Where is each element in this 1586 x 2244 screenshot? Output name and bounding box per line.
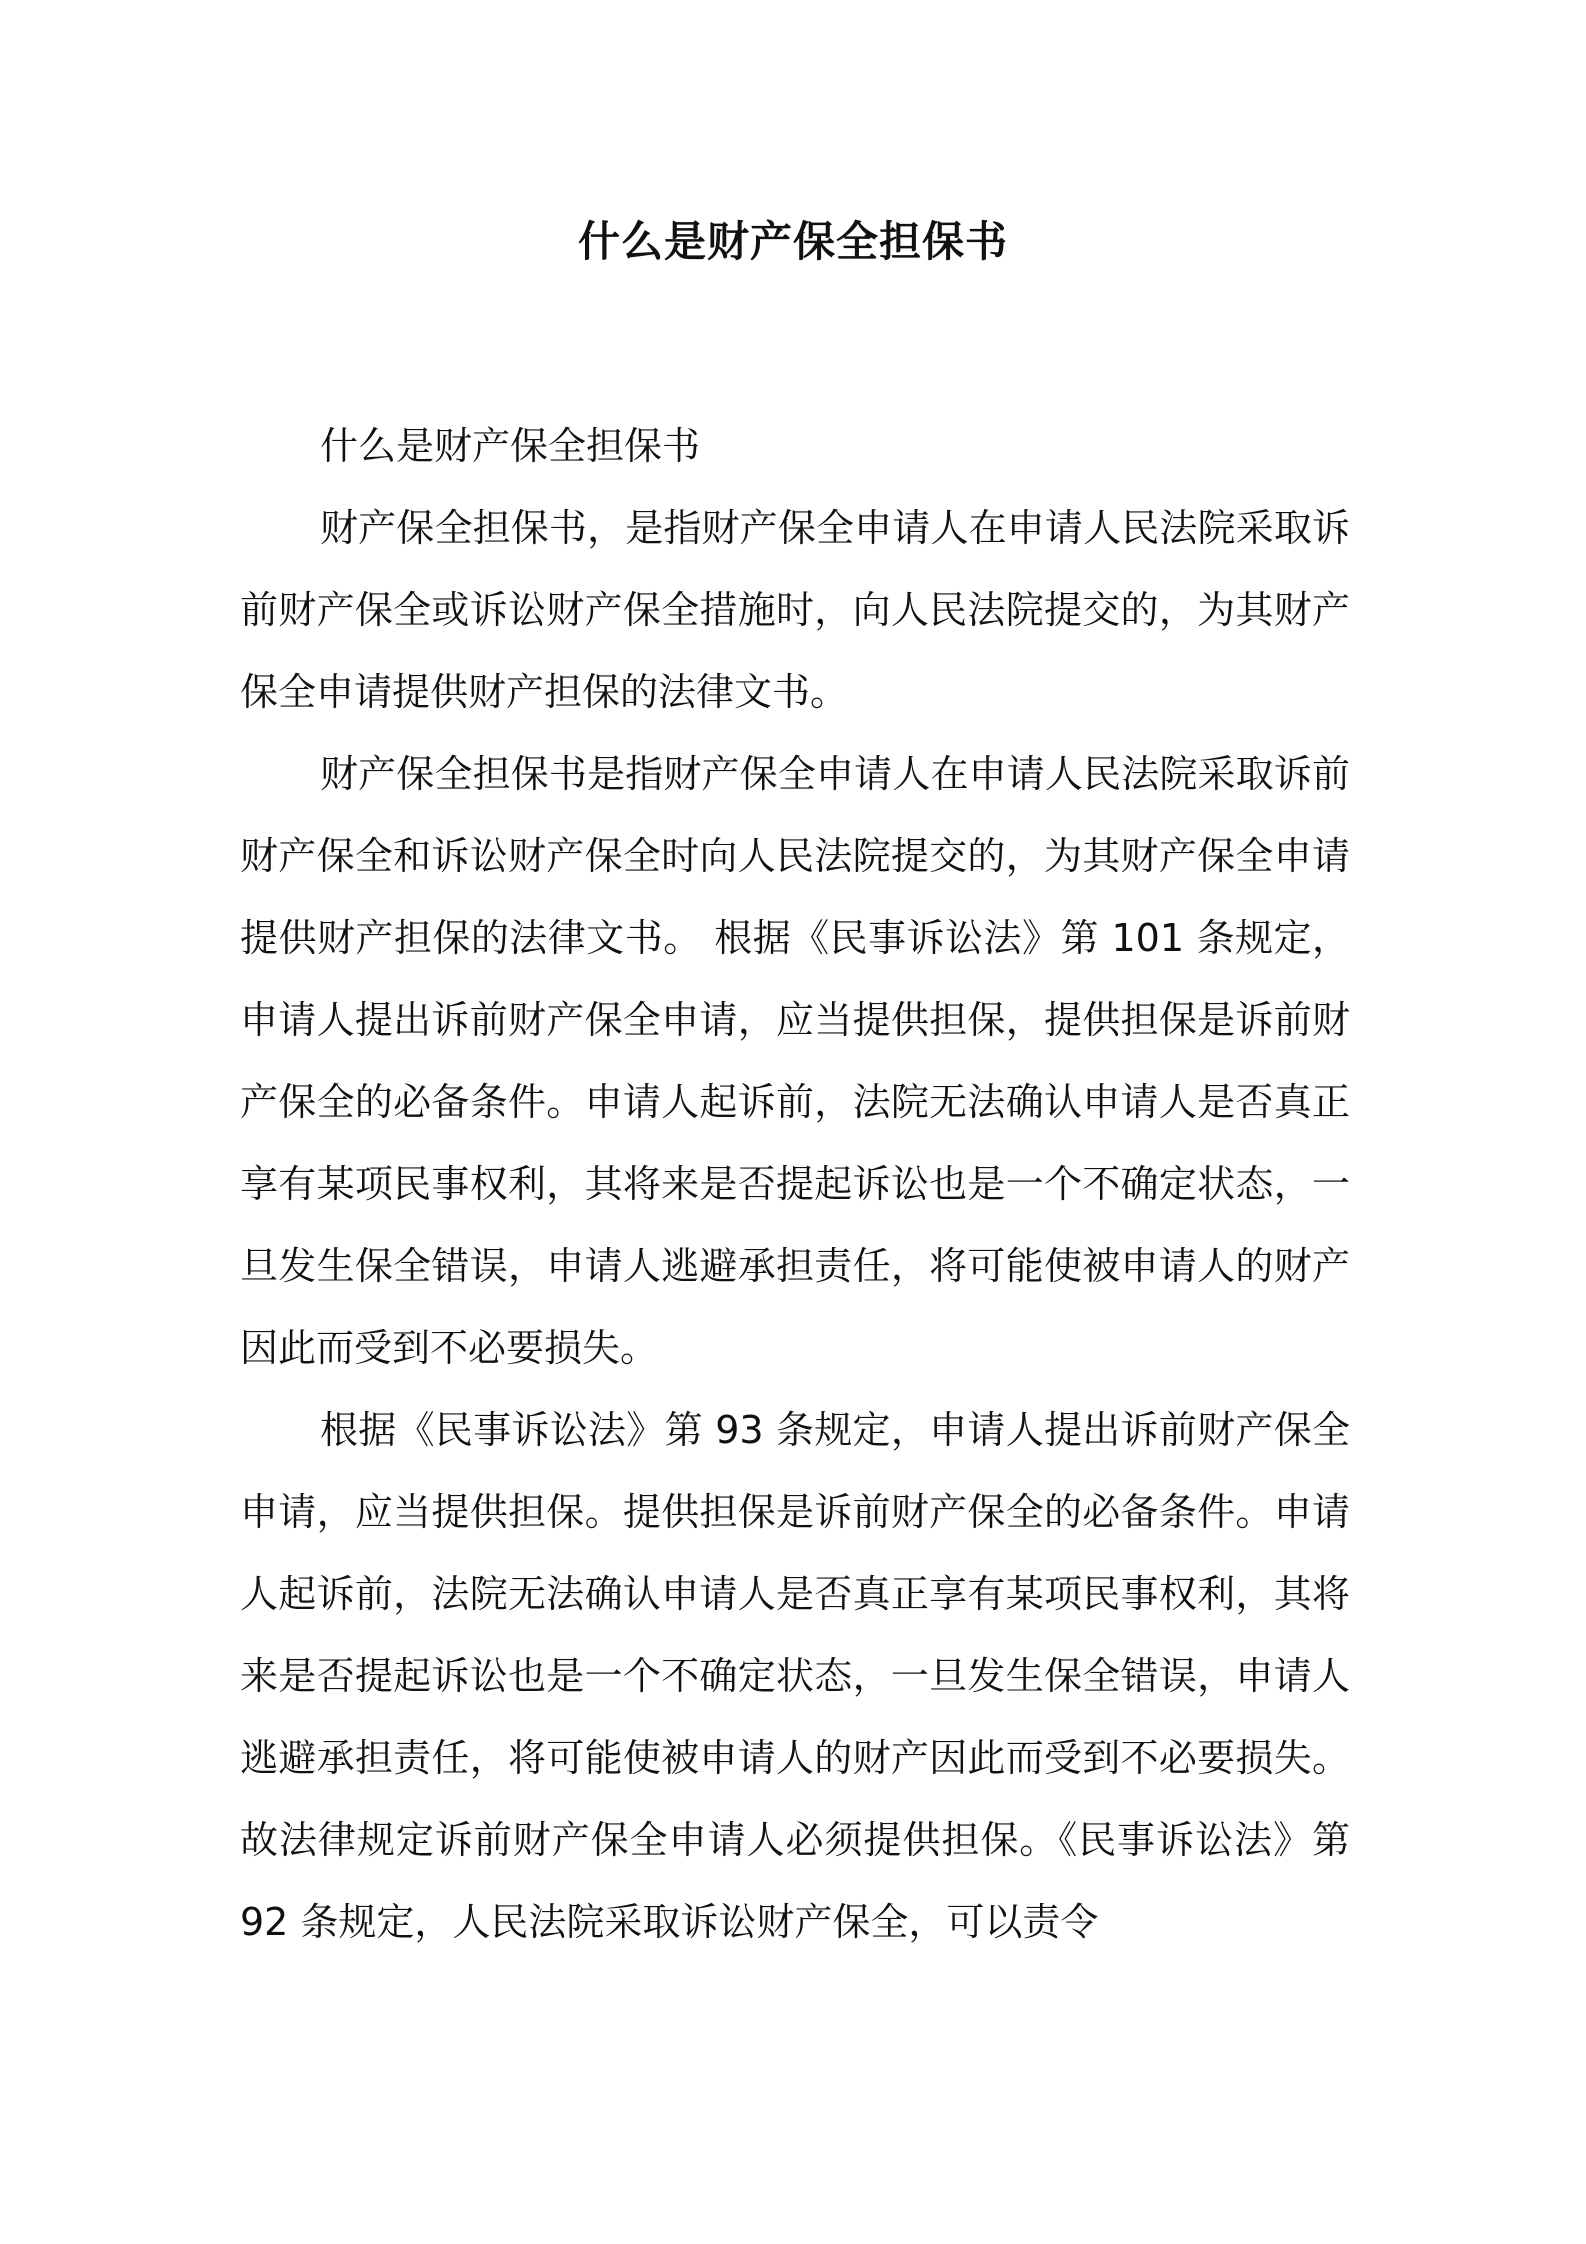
document-title: 什么是财产保全担保书 — [577, 217, 1008, 266]
paragraph-1: 财产保全担保书，是指财产保全申请人在申请人民法院采取诉前财产保全或诉讼财产保全措施时，向人民法院提交的，为其财产保全申请提供财产担保的法律文书。 — [240, 506, 1350, 714]
paragraph-3: 根据《民事诉讼法》第 93 条规定，申请人提出诉前财产保全申请，应当提供担保。提供担保是诉前财产保全的必备条件。申请人起诉前，法院无法确认申请人是否真正享有某项民事权利，其将来是否提起诉讼也是一个不确定状态，一旦发生保全错误，申请人逃避承担责任，将可能使被申请人的财产因此而受到不必要损失。故法律规定诉前财产保全申请人必须提供担保。《民事诉讼法》第 92 条规定，人民法院采取诉讼财产保全，可以责令 — [240, 1408, 1350, 1944]
paragraph-2: 财产保全担保书是指财产保全申请人在申请人民法院采取诉前财产保全和诉讼财产保全时向人民法院提交的，为其财产保全申请提供财产担保的法律文书。 根据《民事诉讼法》第 101 条规定，申请人提出诉前财产保全申请，应当提供担保，提供担保是诉前财产保全的必备条件。申请人起诉前，法院无法确认申请人是否真正享有某项民事权利，其将来是否提起诉讼也是一个不确定状态，一旦发生保全错误，申请人逃避承担责任，将可能使被申请人的财产因此而受到不必要损失。 — [240, 752, 1350, 1370]
section-heading: 什么是财产保全担保书 — [320, 424, 701, 468]
document-body — [240, 405, 1350, 1963]
